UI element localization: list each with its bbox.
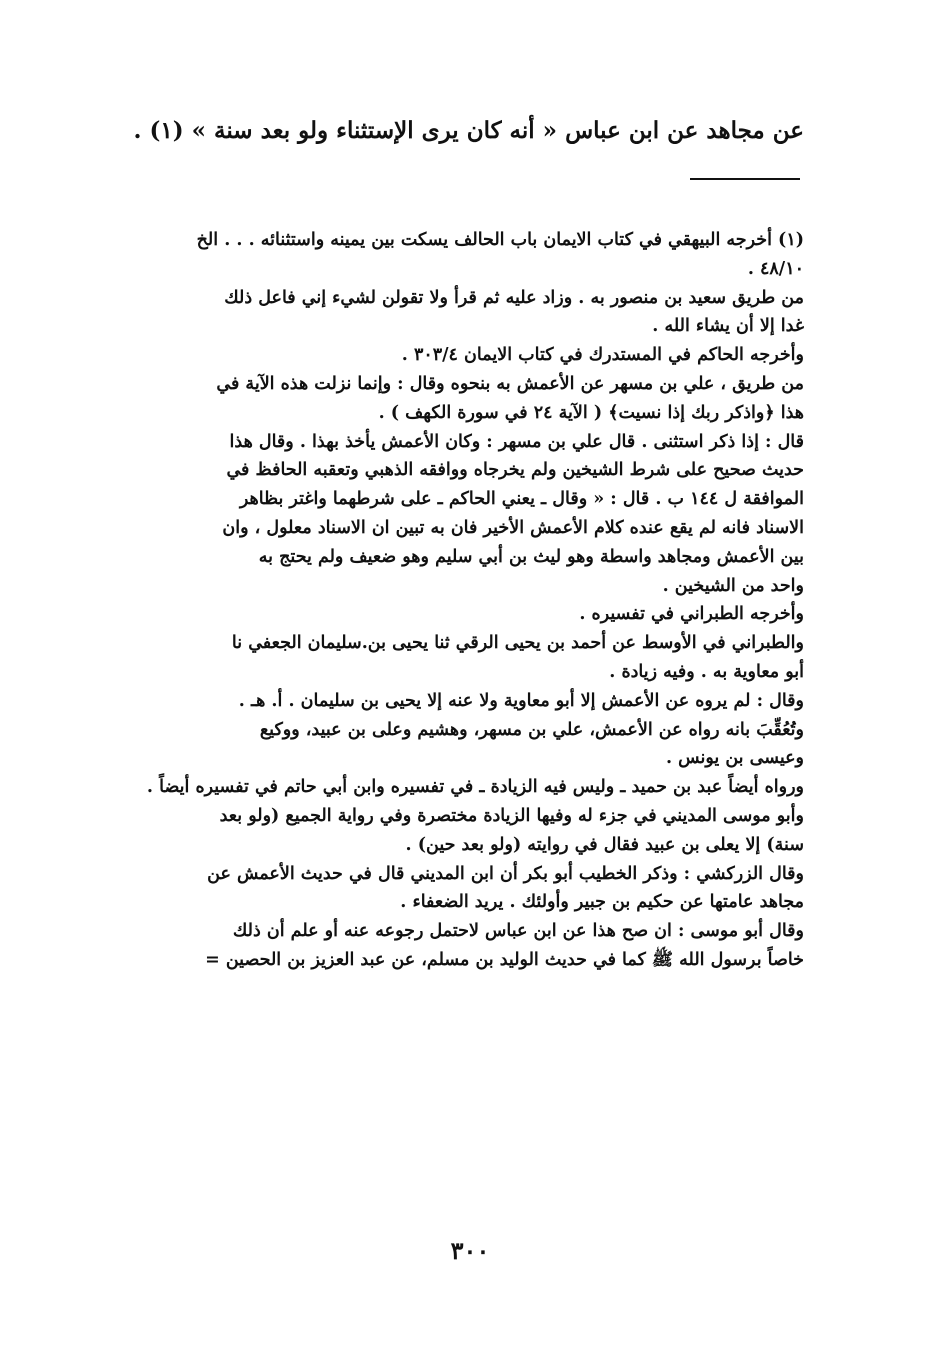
- footnote-line: الموافقة ل ١٤٤ ب . قال : « وقال ـ يعني الحاكم ـ على شرطهما واغتر بظاهر: [239, 489, 804, 510]
- footnote-line: حديث صحيح على شرط الشيخين ولم يخرجاه ووافقه الذهبي وتعقبه الحافظ في: [226, 460, 804, 481]
- footnote-line: غدا إلا أن يشاء الله .: [652, 316, 804, 337]
- footnote-line: والطبراني في الأوسط عن أحمد بن يحيى الرقي ثنا يحيى بن.سليمان الجعفي نا: [231, 633, 804, 654]
- footnote-line: من طريق سعيد بن منصور به . وزاد عليه ثم قرأ ولا تقولن لشيء إني فاعل ذلك: [224, 287, 804, 308]
- footnote-line: الاسناد فانه لم يقع عنده كلام الأعمش الأخير فان به تبين ان الاسناد معلول ، وان: [222, 517, 804, 538]
- footnote-line: ٤٨/١٠ .: [747, 258, 804, 279]
- page-number: ٣٠٠: [450, 1236, 490, 1265]
- footnote-line: سنة) إلا يعلى بن عبيد فقال في روايته (ولو بعد حين) .: [405, 834, 804, 855]
- footnote-line: قال : إذا ذكر استثنى . قال علي بن مسهر : وكان الأعمش يأخذ بهذا . وقال هذا: [229, 431, 804, 452]
- footnote-line: وعيسى بن يونس .: [665, 748, 804, 769]
- footnote-line: بين الأعمش ومجاهد واسطة وهو ليث بن أبي سليم وهو ضعيف ولم يحتج به: [258, 546, 804, 567]
- footnote-line: واحد من الشيخين .: [662, 575, 804, 596]
- footnote-line: وأخرجه الطبراني في تفسيره .: [579, 604, 804, 625]
- footnote-line: من طريق ، علي بن مسهر عن الأعمش به بنحوه وقال : وإنما نزلت هذه الآية في: [216, 373, 804, 394]
- footnote-line: وأخرجه الحاكم في المستدرك في كتاب الايمان ٣٠٣/٤ .: [401, 345, 804, 366]
- footnote-line: ورواه أيضاً عبد بن حميد ـ وليس فيه الزيادة ـ في تفسيره وابن أبي حاتم في تفسيره أيضاً .: [146, 777, 804, 798]
- footnote-line: وأبو موسى المديني في جزء له وفيها الزيادة مختصرة وفي رواية الجميع (ولو بعد: [219, 805, 804, 826]
- footnote-line: وقال : لم يروه عن الأعمش إلا أبو معاوية ولا عنه إلا يحيى بن سليمان . أ. هـ .: [238, 690, 804, 711]
- footnote-divider: [690, 178, 800, 180]
- footnote-line: هذا ﴿واذكر ربك إذا نسيت﴾ ( الآية ٢٤ في سورة الكهف ) .: [378, 402, 804, 423]
- footnote-line: (١) أخرجه البيهقي في كتاب الايمان باب الحالف يسكت بين يمينه واستثنائه . . . الخ: [196, 230, 804, 250]
- footnote-line: وقال الزركشي : وذكر الخطيب أبو بكر أن ابن المديني قال في حديث الأعمش عن: [207, 863, 804, 884]
- footnote-line: مجاهد عامتها عن حكيم بن جبير وأولئك . يريد الضعفاء .: [400, 892, 804, 913]
- footnote-line: وقال أبو موسى : ان صح هذا عن ابن عباس لاحتمل رجوعه عنه أو علم أن ذلك: [232, 921, 804, 942]
- main-text: عن مجاهد عن ابن عباس « أنه كان يرى الإستثناء ولو بعد سنة » (١) .: [133, 117, 804, 144]
- footnotes: [114, 226, 804, 975]
- footnote-line: خاصاً برسول الله ﷺ كما في حديث الوليد بن مسلم، عن عبد العزيز بن الحصين =: [205, 949, 804, 970]
- footnote-line: أبو معاوية به . وفيه زيادة .: [609, 661, 804, 682]
- footnote-line: وتُعُقِّبَ بانه رواه عن الأعمش، علي بن مسهر، وهشيم وعلى بن عبيد، ووكيع: [259, 719, 804, 740]
